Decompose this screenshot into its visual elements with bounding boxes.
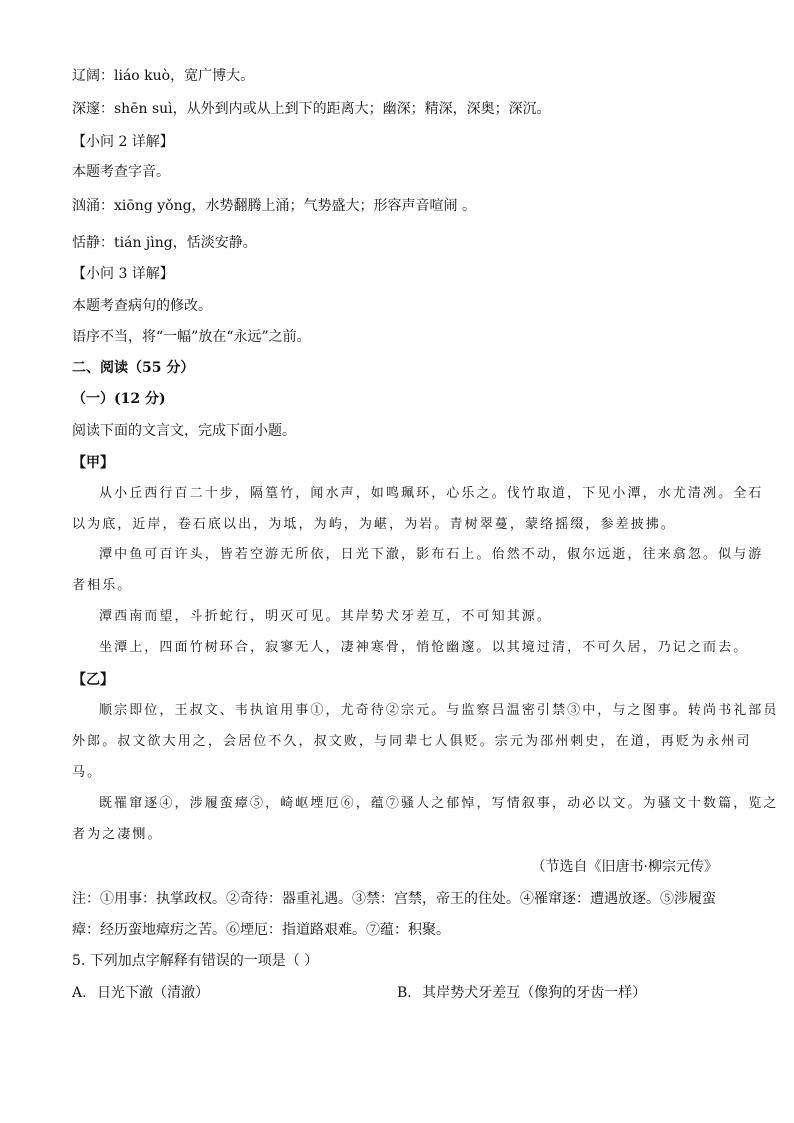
q3-heading: 【小问 3 详解】 bbox=[72, 266, 174, 282]
source-citation: （节选自《旧唐书·柳宗元传》 bbox=[531, 859, 718, 875]
yi-line: 者为之凄恻。 bbox=[72, 827, 163, 842]
option-b bbox=[397, 983, 646, 1003]
yi-line: 外郎。叔文欲大用之，会居位不久，叔文败，与同辈七人俱贬。宗元为邵州刺史，在道，再贬为永州司 bbox=[72, 734, 752, 749]
yi-line: 马。 bbox=[72, 765, 103, 780]
jia-label: 【甲】 bbox=[72, 455, 114, 471]
q2-intro: 本题考查字音。 bbox=[72, 164, 170, 180]
section-sub: （一）(12 分) bbox=[72, 391, 166, 407]
q3-intro: 本题考查病句的修改。 bbox=[72, 298, 212, 314]
jia-line: 潭中鱼可百许头，皆若空游无所依，日光下澈，影布石上。佁然不动，俶尔远逝，往来翕忽。似与游 bbox=[99, 547, 764, 562]
option-a-text: 日光下澈（清澈） bbox=[97, 985, 210, 1001]
option-a bbox=[72, 983, 209, 1003]
jia-line: 以为底，近岸，卷石底以出，为坻，为屿，为嵁，为岩。青树翠蔓，蒙络摇缀，参差披拂。 bbox=[72, 517, 677, 532]
question-5-stem: 5. 下列加点字解释有错误的一项是（ ） bbox=[72, 953, 319, 969]
q2-heading: 【小问 2 详解】 bbox=[72, 134, 174, 150]
q2-line-tianjing: 恬静：tián jìng，恬淡安静。 bbox=[72, 235, 257, 251]
option-b-text: 其岸势犬牙差互（像狗的牙齿一样） bbox=[422, 985, 647, 1001]
jia-line: 坐潭上，四面竹树环合，寂寥无人，凄神寒骨，悄怆幽邃。以其境过清，不可久居，乃记之而去。 bbox=[99, 640, 749, 655]
option-b-label: B. bbox=[397, 985, 412, 1001]
notes-line: 注：①用事：执掌政权。②奇待：器重礼遇。③禁：宫禁，帝王的住处。④罹窜逐：遭遇放逐。⑤涉履蛮 bbox=[72, 891, 716, 907]
option-a-label: A. bbox=[72, 985, 87, 1001]
yi-label: 【乙】 bbox=[72, 672, 114, 688]
jia-line: 从小丘西行百二十步，隔篁竹，闻水声，如鸣珮环，心乐之。伐竹取道，下见小潭，水尤清冽。全石 bbox=[99, 486, 764, 501]
yi-line: 既罹窜逐④，涉履蛮瘴⑤，崎岖堙厄⑥，蕴⑦骚人之郁悼，写情叙事，动必以文。为骚文十数篇，览之 bbox=[99, 796, 779, 811]
vocab-line-shensui: 深邃：shēn suì，从外到内或从上到下的距离大；幽深；精深，深奥；深沉。 bbox=[72, 101, 551, 117]
vocab-line-liaokuo: 辽阔：liáo kuò，宽广博大。 bbox=[72, 68, 255, 84]
section-title: 二、阅读（55 分） bbox=[72, 360, 195, 376]
notes-line: 瘴：经历蛮地瘴疠之苦。⑥堙厄：指道路艰难。⑦蕴：积聚。 bbox=[72, 922, 450, 938]
q3-line: 语序不当，将“一幅”放在“永远”之前。 bbox=[72, 329, 311, 345]
jia-line: 潭西南而望，斗折蛇行，明灭可见。其岸势犬牙差互，不可知其源。 bbox=[99, 609, 553, 624]
section-instruction: 阅读下面的文言文，完成下面小题。 bbox=[72, 423, 296, 439]
q2-line-xiongyong: 汹涌：xiōng yǒng，水势翻腾上涌；气势盛大；形容声音喧闹 。 bbox=[72, 198, 476, 214]
yi-line: 顺宗即位，王叔文、韦执谊用事①，尤奇待②宗元。与监察吕温密引禁③中，与之图事。转尚书礼部员 bbox=[99, 703, 779, 718]
jia-line: 者相乐。 bbox=[72, 578, 133, 593]
